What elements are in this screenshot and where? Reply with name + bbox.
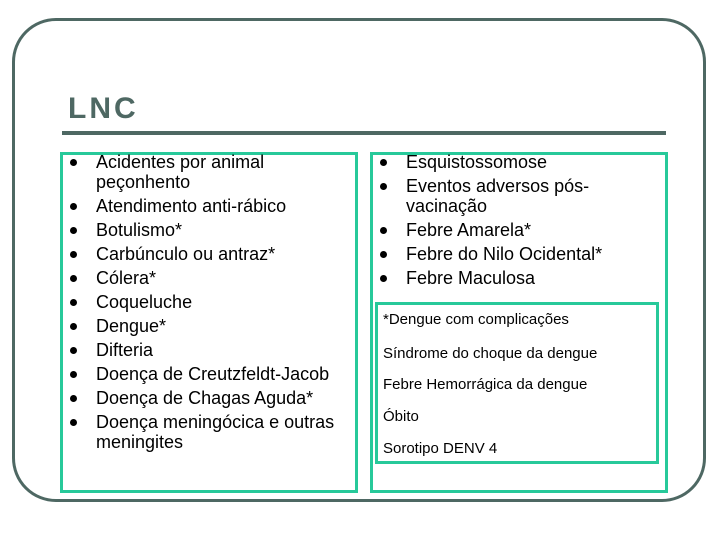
note-line: Febre Hemorrágica da dengue [383, 376, 588, 393]
bullet-icon [70, 275, 77, 282]
list-item: Cólera* [70, 268, 360, 288]
bullet-icon [70, 159, 77, 166]
bullet-icon [380, 251, 387, 258]
bullet-icon [380, 275, 387, 282]
bullet-icon [70, 395, 77, 402]
note-line: Sorotipo DENV 4 [383, 440, 498, 457]
list-item: Carbúnculo ou antraz* [70, 244, 360, 264]
bullet-icon [70, 371, 77, 378]
list-item: Doença meningócica e outras meningites [70, 412, 360, 452]
list-item: Doença de Creutzfeldt-Jacob [70, 364, 360, 384]
list-item: Botulismo* [70, 220, 360, 240]
slide-title: LNC [68, 92, 139, 125]
list-item: Febre do Nilo Ocidental* [380, 244, 665, 264]
bullet-icon [70, 347, 77, 354]
bullet-icon [70, 323, 77, 330]
right-disease-list [380, 152, 665, 292]
list-item: Dengue* [70, 316, 360, 336]
bullet-icon [70, 299, 77, 306]
left-disease-list [70, 152, 360, 456]
list-item: Esquistossomose [380, 152, 665, 172]
bullet-icon [380, 159, 387, 166]
title-divider [62, 131, 666, 135]
note-title: *Dengue com complicações [383, 311, 569, 328]
list-item: Febre Maculosa [380, 268, 665, 288]
list-item: Atendimento anti-rábico [70, 196, 360, 216]
note-line: Óbito [383, 408, 419, 425]
bullet-icon [70, 419, 77, 426]
bullet-icon [70, 203, 77, 210]
list-item: Febre Amarela* [380, 220, 665, 240]
bullet-icon [70, 251, 77, 258]
list-item: Coqueluche [70, 292, 360, 312]
bullet-icon [70, 227, 77, 234]
list-item: Doença de Chagas Aguda* [70, 388, 360, 408]
list-item: Difteria [70, 340, 360, 360]
list-item: Eventos adversos pós-vacinação [380, 176, 665, 216]
bullet-icon [380, 183, 387, 190]
note-line: Síndrome do choque da dengue [383, 345, 598, 362]
bullet-icon [380, 227, 387, 234]
list-item: Acidentes por animal peçonhento [70, 152, 360, 192]
